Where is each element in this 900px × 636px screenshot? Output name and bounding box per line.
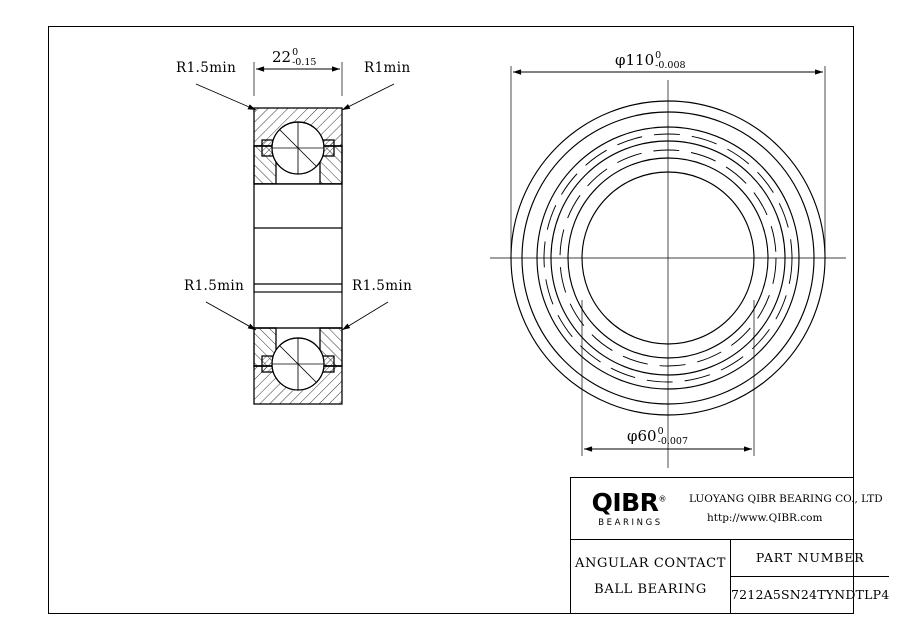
- part-number-label: PART NUMBER: [731, 540, 889, 577]
- label-r1-top-right: R1min: [364, 60, 411, 76]
- dimension-width-tolerance: [292, 48, 316, 68]
- part-number-value: 7212A5SN24TYNDTLP4: [731, 587, 890, 603]
- company-website: http://www.QIBR.com: [707, 511, 823, 524]
- dimension-id-symbol: φ: [627, 427, 638, 445]
- dimension-width-value: 22: [272, 48, 292, 66]
- dimension-inner-diameter: [627, 427, 688, 447]
- dimension-id-lower: -0.007: [657, 436, 689, 447]
- dimension-od-tolerance: [655, 51, 685, 71]
- logo-tagline: BEARINGS: [598, 517, 663, 528]
- logo-wordmark: [591, 487, 667, 517]
- dimension-width: [272, 48, 316, 68]
- label-r15-top-left: R1.5min: [176, 60, 237, 76]
- dimension-od-upper: 0: [655, 50, 662, 62]
- label-r15-bottom-left: R1.5min: [184, 278, 245, 294]
- part-number-cell: [731, 540, 889, 613]
- dimension-id-value: 60: [637, 427, 657, 445]
- dimension-id-upper: 0: [657, 426, 664, 438]
- product-line-2: BALL BEARING: [594, 581, 707, 597]
- label-r15-bottom-right: R1.5min: [352, 278, 413, 294]
- dimension-outer-diameter: [615, 51, 686, 71]
- dimension-od-lower: -0.008: [655, 60, 686, 71]
- company-name: LUOYANG QIBR BEARING CO., LTD: [689, 493, 883, 506]
- registered-trademark-icon: ®: [658, 494, 667, 504]
- dimension-od-symbol: φ: [615, 51, 626, 69]
- title-block: [570, 477, 890, 614]
- title-block-header: [571, 478, 883, 540]
- logo-text: QIBR: [591, 487, 659, 517]
- product-description: [571, 540, 731, 613]
- qibr-logo: [571, 487, 683, 528]
- dimension-od-value: 110: [625, 51, 655, 69]
- dimension-width-lower: -0.15: [292, 57, 317, 68]
- title-block-body: [571, 540, 890, 613]
- product-line-1: ANGULAR CONTACT: [575, 556, 726, 572]
- company-info: [683, 490, 883, 527]
- dimension-width-upper: 0: [292, 47, 299, 59]
- dimension-id-tolerance: [658, 427, 688, 447]
